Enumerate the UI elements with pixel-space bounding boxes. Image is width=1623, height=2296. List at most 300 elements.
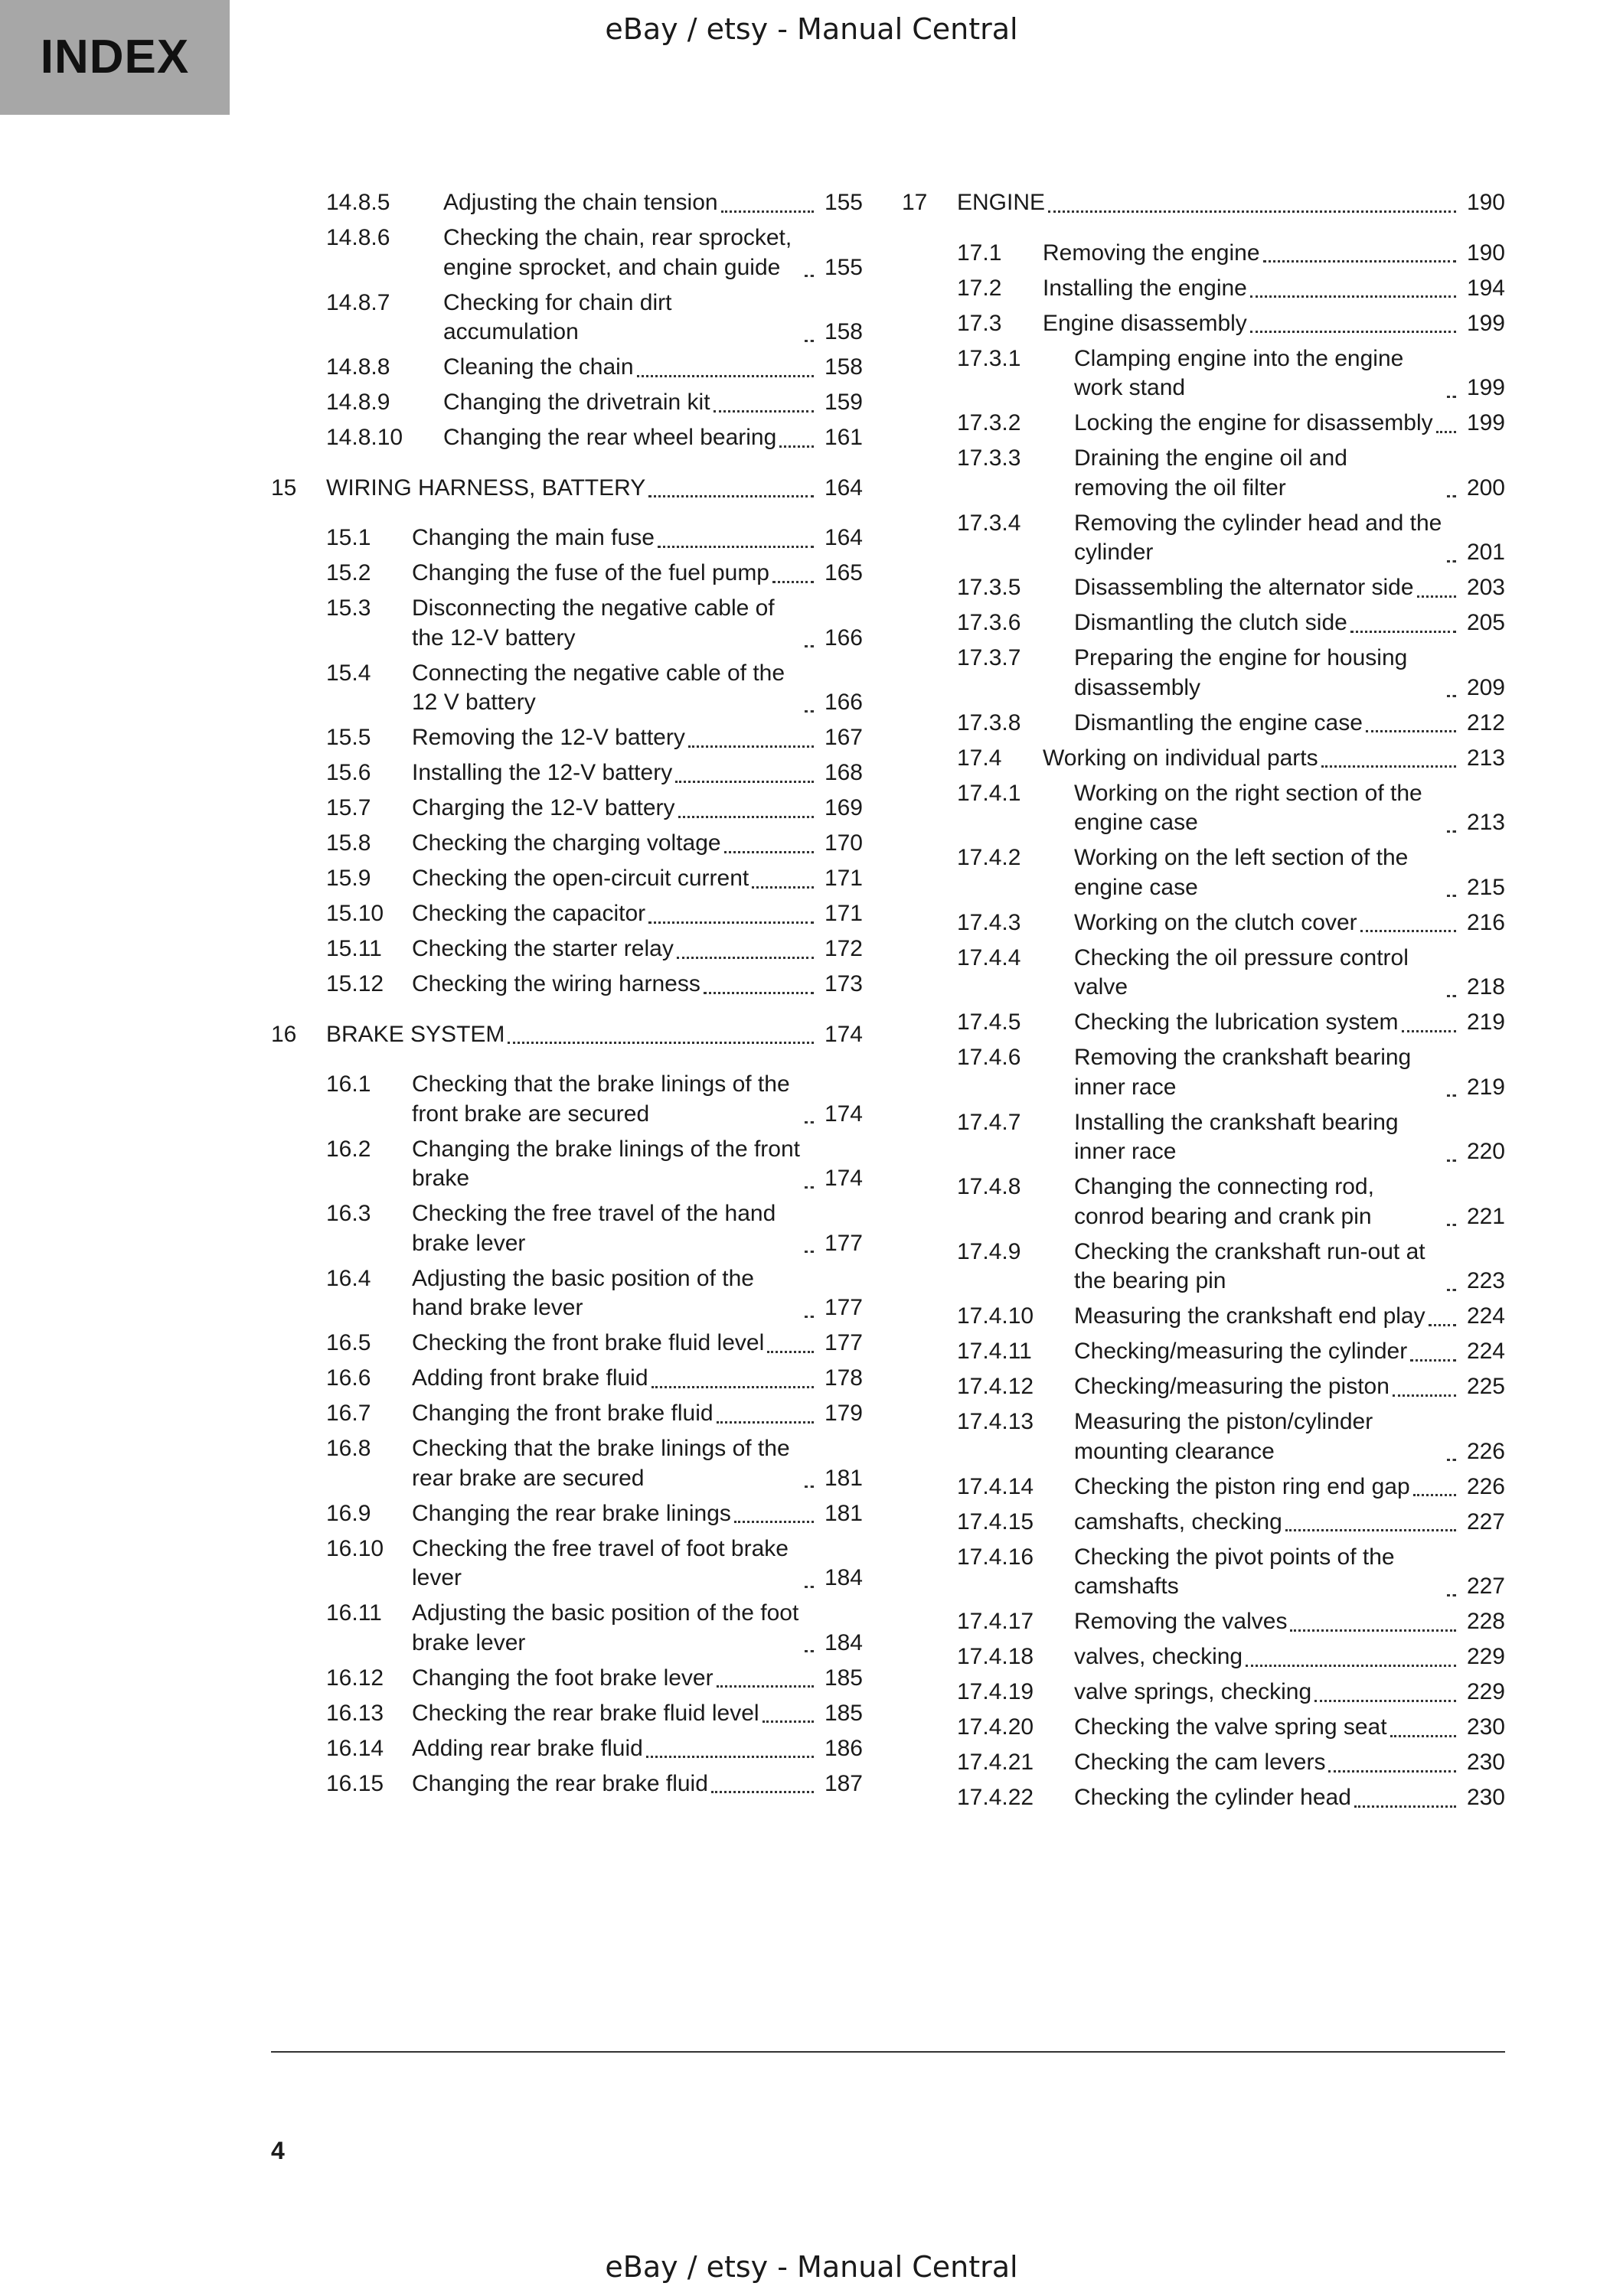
dot-leader [1447, 1159, 1456, 1162]
toc-chapter[interactable] [902, 188, 1505, 218]
toc-title-line [412, 1599, 863, 1658]
footer-divider [271, 2051, 1505, 2053]
toc-title-line [412, 1135, 863, 1194]
toc-number: 17.4 [957, 745, 1002, 771]
toc-title: Connecting the negative cable of the 12 V battery [412, 660, 785, 715]
dot-leader [805, 1120, 814, 1124]
toc-entry[interactable] [902, 573, 1505, 603]
toc-entry[interactable] [902, 509, 1505, 568]
toc-number: 17.4.13 [957, 1409, 1034, 1434]
dot-leader [1447, 830, 1456, 833]
toc-page: 159 [824, 390, 863, 415]
toc-entry[interactable] [271, 899, 863, 929]
toc-number: 15 [271, 475, 297, 501]
toc-title-line [412, 864, 863, 894]
toc-entry[interactable] [271, 864, 863, 894]
toc-title: Measuring the crankshaft end play [1074, 1303, 1425, 1329]
toc-title-line [412, 899, 863, 929]
toc-title-line [957, 188, 1505, 218]
toc-page: 166 [824, 690, 863, 715]
dot-leader [1429, 1323, 1456, 1326]
dot-leader [805, 1585, 814, 1588]
toc-page: 209 [1466, 674, 1505, 700]
toc-title-line [1074, 843, 1505, 902]
toc-page: 199 [1466, 310, 1505, 336]
dot-leader [772, 580, 814, 583]
dot-leader [805, 1485, 814, 1488]
dot-leader [1290, 1629, 1456, 1632]
toc-title: Adjusting the chain tension [443, 190, 718, 215]
toc-number: 17.2 [957, 275, 1002, 301]
toc-chapter[interactable] [271, 474, 863, 504]
toc-number: 17.4.6 [957, 1045, 1021, 1070]
toc-number: 15.2 [326, 560, 371, 585]
toc-title: Checking the free travel of the hand brake lever [412, 1201, 776, 1256]
toc-page: 213 [1466, 745, 1505, 771]
toc-title: camshafts, checking [1074, 1508, 1282, 1534]
toc-entry[interactable] [902, 1407, 1505, 1466]
toc-entry[interactable] [271, 1399, 863, 1429]
toc-title-line [1074, 1108, 1505, 1167]
toc-entry[interactable] [271, 1135, 863, 1194]
toc-number: 15.4 [326, 660, 371, 686]
toc-entry[interactable] [271, 223, 863, 282]
toc-title: Changing the rear brake fluid [412, 1770, 708, 1796]
toc-page: 186 [824, 1735, 863, 1761]
toc-title-line [412, 970, 863, 1000]
toc-title: Disassembling the alternator side [1074, 575, 1414, 600]
toc-number: 17.4.14 [957, 1473, 1034, 1499]
toc-title: WIRING HARNESS, BATTERY [326, 475, 646, 501]
toc-page: 203 [1466, 575, 1505, 600]
toc-number: 15.7 [326, 795, 371, 820]
toc-number: 17.4.10 [957, 1303, 1034, 1329]
toc-entry[interactable] [271, 1499, 863, 1529]
toc-title: Adjusting the basic position of the hand brake lever [412, 1265, 754, 1320]
toc-title: Preparing the engine for housing disassembly [1074, 645, 1408, 700]
toc-title: Removing the valves [1074, 1609, 1288, 1634]
toc-number: 17.4.21 [957, 1750, 1034, 1775]
toc-title-line [1074, 1678, 1505, 1707]
toc-title-line [1074, 908, 1505, 938]
toc-title: Checking the wiring harness [412, 971, 700, 996]
dot-leader [1360, 929, 1456, 932]
toc-title-line [1074, 344, 1505, 403]
toc-entry[interactable] [902, 608, 1505, 638]
toc-title-line [1074, 1473, 1505, 1502]
toc-entry[interactable] [902, 1008, 1505, 1038]
toc-title: ENGINE [957, 190, 1046, 215]
toc-page: 171 [824, 901, 863, 926]
toc-title-line [1074, 1238, 1505, 1296]
toc-title-line [412, 758, 863, 788]
dot-leader [508, 1041, 814, 1044]
toc-entry[interactable] [271, 1434, 863, 1493]
toc-title: Checking the front brake fluid level [412, 1330, 765, 1355]
dot-leader [1354, 1805, 1456, 1808]
toc-entry[interactable] [902, 1508, 1505, 1538]
toc-entry[interactable] [271, 829, 863, 859]
dot-leader [1263, 259, 1456, 263]
toc-number: 17.4.15 [957, 1508, 1034, 1534]
toc-entry[interactable] [902, 908, 1505, 938]
toc-title-line [443, 423, 863, 453]
toc-entry[interactable] [902, 1748, 1505, 1778]
toc-number: 16.10 [326, 1535, 384, 1561]
toc-entry[interactable] [902, 644, 1505, 703]
toc-entry[interactable] [271, 1199, 863, 1258]
toc-entry[interactable] [902, 1783, 1505, 1813]
toc-page: 194 [1466, 275, 1505, 301]
toc-number: 16.12 [326, 1665, 384, 1691]
toc-title: Checking the piston ring end gap [1074, 1473, 1410, 1499]
toc-number: 17.3.7 [957, 645, 1021, 670]
toc-entry[interactable] [271, 1329, 863, 1358]
dot-leader [805, 1649, 814, 1652]
toc-entry[interactable] [902, 944, 1505, 1003]
toc-title-line [412, 1399, 863, 1429]
toc-entry[interactable] [271, 1534, 863, 1593]
toc-title: Checking the rear brake fluid level [412, 1700, 759, 1726]
toc-title: Changing the rear wheel bearing [443, 425, 777, 450]
toc-entry[interactable] [271, 1769, 863, 1799]
toc-title-line [412, 1734, 863, 1764]
toc-entry[interactable] [271, 388, 863, 418]
toc-title-line [412, 1364, 863, 1394]
toc-number: 16.1 [326, 1071, 371, 1097]
toc-title-line [1043, 309, 1505, 339]
toc-page: 216 [1466, 909, 1505, 935]
toc-number: 16.13 [326, 1700, 384, 1726]
dot-leader [658, 545, 814, 548]
toc-number: 15.10 [326, 901, 384, 926]
toc-title: Working on the left section of the engine case [1074, 845, 1409, 900]
toc-page: 219 [1466, 1009, 1505, 1035]
toc-entry[interactable] [902, 274, 1505, 304]
toc-page: 173 [824, 971, 863, 996]
toc-number: 14.8.6 [326, 225, 390, 250]
toc-page: 170 [824, 830, 863, 856]
toc-title-line [1074, 779, 1505, 838]
toc-entry[interactable] [902, 843, 1505, 902]
toc-title-line [412, 794, 863, 823]
toc-page: 212 [1466, 709, 1505, 735]
toc-page: 226 [1466, 1438, 1505, 1464]
toc-title-line [1074, 1642, 1505, 1672]
toc-title: Removing the crankshaft bearing inner race [1074, 1045, 1412, 1100]
toc-entry[interactable] [271, 1264, 863, 1323]
dot-leader [1447, 395, 1456, 398]
dot-leader [805, 1250, 814, 1253]
toc-number: 16.3 [326, 1201, 371, 1226]
toc-title-line [1074, 444, 1505, 503]
toc-title: Charging the 12-V battery [412, 795, 675, 820]
toc-number: 17.3.2 [957, 410, 1021, 435]
toc-entry[interactable] [271, 594, 863, 653]
toc-entry[interactable] [271, 1070, 863, 1129]
toc-title: BRAKE SYSTEM [326, 1021, 505, 1047]
toc-number: 16.5 [326, 1330, 371, 1355]
toc-entry[interactable] [902, 1238, 1505, 1296]
toc-title: Working on individual parts [1043, 745, 1318, 771]
toc-title: valves, checking [1074, 1644, 1243, 1669]
toc-entry[interactable] [271, 1599, 863, 1658]
dot-leader [1447, 1288, 1456, 1291]
toc-entry[interactable] [902, 1678, 1505, 1707]
dot-leader [1285, 1528, 1456, 1531]
toc-entry[interactable] [271, 289, 863, 347]
toc-entry[interactable] [902, 309, 1505, 339]
toc-entry[interactable] [902, 744, 1505, 774]
toc-page: 226 [1466, 1473, 1505, 1499]
toc-number: 17.4.22 [957, 1785, 1034, 1810]
toc-page: 215 [1466, 874, 1505, 900]
toc-entry[interactable] [902, 779, 1505, 838]
toc-title-line [1074, 1043, 1505, 1102]
toc-entry[interactable] [902, 1337, 1505, 1367]
toc-right-column [902, 188, 1505, 1818]
toc-entry[interactable] [902, 344, 1505, 403]
toc-title-line [412, 523, 863, 553]
dot-leader [805, 709, 814, 713]
toc-page: 181 [824, 1465, 863, 1491]
toc-page: 164 [824, 475, 863, 501]
dot-leader [637, 374, 814, 377]
toc-number: 17.4.16 [957, 1544, 1034, 1570]
toc-number: 16.6 [326, 1365, 371, 1391]
dot-leader [1328, 1769, 1456, 1773]
toc-entry[interactable] [902, 1473, 1505, 1502]
toc-title: Removing the cylinder head and the cylinder [1074, 510, 1442, 565]
toc-title-line [412, 1199, 863, 1258]
dot-leader [1246, 1664, 1456, 1667]
toc-title: Changing the fuse of the fuel pump [412, 560, 769, 585]
toc-number: 16.4 [326, 1265, 371, 1291]
toc-number: 15.12 [326, 971, 384, 996]
toc-number: 16.11 [326, 1600, 382, 1626]
toc-title-line [1043, 744, 1505, 774]
toc-title-line [412, 1699, 863, 1729]
dot-leader [1390, 1734, 1456, 1737]
toc-title-line [1074, 1372, 1505, 1402]
toc-title-line [412, 829, 863, 859]
toc-title: Working on the right section of the engine case [1074, 780, 1422, 835]
index-tab: INDEX [0, 0, 230, 115]
toc-number: 17.4.3 [957, 909, 1021, 935]
toc-title: Checking the crankshaft run-out at the bearing pin [1074, 1238, 1425, 1293]
toc-number: 17.4.1 [957, 780, 1021, 806]
toc-title-line [1074, 409, 1505, 439]
toc-title-line [443, 289, 863, 347]
dot-leader [724, 850, 814, 853]
toc-number: 17.4.17 [957, 1609, 1034, 1634]
toc-entry[interactable] [902, 1713, 1505, 1743]
toc-number: 17.4.18 [957, 1644, 1034, 1669]
toc-page: 221 [1466, 1203, 1505, 1229]
toc-entry[interactable] [271, 758, 863, 788]
toc-title: Dismantling the clutch side [1074, 610, 1347, 635]
toc-title: Measuring the piston/cylinder mounting clearance [1074, 1409, 1373, 1464]
toc-entry[interactable] [902, 1108, 1505, 1167]
toc-title: Changing the rear brake linings [412, 1500, 731, 1526]
toc-entry[interactable] [902, 1607, 1505, 1637]
toc-entry[interactable] [902, 709, 1505, 739]
toc-title: Checking the pivot points of the camshafts [1074, 1544, 1395, 1599]
toc-entry[interactable] [271, 188, 863, 218]
toc-number: 14.8.8 [326, 354, 390, 380]
toc-title: Changing the front brake fluid [412, 1401, 714, 1426]
toc-entry[interactable] [902, 239, 1505, 269]
toc-page: 172 [824, 936, 863, 961]
toc-chapter[interactable] [271, 1020, 863, 1050]
toc-page: 185 [824, 1665, 863, 1691]
toc-title-line [1074, 1407, 1505, 1466]
toc-number: 14.8.7 [326, 289, 390, 315]
toc-title-line [1074, 509, 1505, 568]
toc-number: 17.3.4 [957, 510, 1021, 536]
toc-title-line [412, 1264, 863, 1323]
toc-page: 225 [1466, 1374, 1505, 1399]
toc-title-line [1074, 709, 1505, 739]
toc-title: Installing the engine [1043, 275, 1247, 301]
toc-title-line [1074, 1302, 1505, 1332]
toc-page: 164 [824, 525, 863, 550]
toc-number: 17.4.2 [957, 845, 1021, 870]
dot-leader [648, 921, 814, 924]
toc-entry[interactable] [902, 1642, 1505, 1672]
header-watermark: eBay / etsy - Manual Central [605, 12, 1018, 46]
toc-entry[interactable] [271, 1364, 863, 1394]
toc-title-line [412, 1769, 863, 1799]
toc-number: 17 [902, 190, 928, 215]
toc-entry[interactable] [271, 1734, 863, 1764]
toc-entry[interactable] [271, 794, 863, 823]
toc-title: Checking the free travel of foot brake lever [412, 1535, 789, 1590]
toc-number: 15.1 [326, 525, 371, 550]
toc-title: Checking the cam levers [1074, 1750, 1326, 1775]
toc-page: 155 [824, 190, 863, 215]
toc-title-line [1074, 1607, 1505, 1637]
toc-title-line [1074, 573, 1505, 603]
toc-page: 219 [1466, 1074, 1505, 1100]
toc-page: 223 [1466, 1268, 1505, 1293]
toc-entry[interactable] [271, 723, 863, 753]
toc-page: 174 [824, 1021, 863, 1047]
toc-number: 17.4.20 [957, 1714, 1034, 1740]
toc-entry[interactable] [902, 1302, 1505, 1332]
toc-page: 179 [824, 1401, 863, 1426]
toc-entry[interactable] [271, 1699, 863, 1729]
toc-page: 220 [1466, 1139, 1505, 1164]
toc-entry[interactable] [271, 353, 863, 383]
toc-page: 165 [824, 560, 863, 585]
toc-page: 184 [824, 1565, 863, 1590]
toc-page: 158 [824, 354, 863, 380]
toc-title: Locking the engine for disassembly [1074, 410, 1433, 435]
toc-page: 199 [1466, 410, 1505, 435]
toc-page: 187 [824, 1770, 863, 1796]
toc-page: 181 [824, 1500, 863, 1526]
toc-page: 174 [824, 1166, 863, 1191]
toc-title-line [412, 659, 863, 718]
toc-entry[interactable] [902, 1172, 1505, 1231]
dot-leader [1250, 295, 1456, 298]
toc-entry[interactable] [271, 523, 863, 553]
toc-title: Checking the oil pressure control valve [1074, 944, 1409, 1000]
toc-title-line [326, 1020, 863, 1050]
toc-entry[interactable] [902, 409, 1505, 439]
toc-title-line [1074, 1783, 1505, 1813]
dot-leader [678, 815, 814, 818]
dot-leader [805, 1186, 814, 1189]
toc-title: Checking the open-circuit current [412, 866, 749, 891]
toc-title: Removing the 12-V battery [412, 725, 685, 750]
toc-page: 155 [824, 254, 863, 280]
toc-number: 17.4.9 [957, 1238, 1021, 1264]
toc-entry[interactable] [902, 1043, 1505, 1102]
toc-entry[interactable] [271, 934, 863, 964]
toc-number: 17.4.19 [957, 1679, 1034, 1704]
toc-page: 230 [1466, 1714, 1505, 1740]
toc-page: 218 [1466, 974, 1505, 1000]
toc-entry[interactable] [902, 1543, 1505, 1602]
toc-title: Dismantling the engine case [1074, 709, 1363, 735]
toc-number: 16.9 [326, 1500, 371, 1526]
toc-page: 177 [824, 1295, 863, 1320]
toc-title-line [1074, 644, 1505, 703]
toc-title: Changing the connecting rod, conrod bearing and crank pin [1074, 1174, 1374, 1229]
toc-title: valve springs, checking [1074, 1679, 1312, 1704]
toc-title: Checking/measuring the piston [1074, 1374, 1390, 1399]
dot-leader [704, 991, 814, 994]
toc-entry[interactable] [902, 1372, 1505, 1402]
toc-title-line [412, 1329, 863, 1358]
toc-number: 17.4.7 [957, 1109, 1021, 1135]
toc-number: 14.8.9 [326, 390, 390, 415]
dot-leader [1447, 1593, 1456, 1596]
toc-entry[interactable] [271, 659, 863, 718]
toc-number: 17.4.5 [957, 1009, 1021, 1035]
toc-title: Changing the brake linings of the front brake [412, 1136, 800, 1191]
toc-entry[interactable] [271, 559, 863, 589]
toc-page: 174 [824, 1101, 863, 1127]
toc-entry[interactable] [271, 1664, 863, 1694]
toc-title: Adding front brake fluid [412, 1365, 648, 1391]
toc-title-line [443, 388, 863, 418]
toc-page: 201 [1466, 540, 1505, 565]
toc-left-column [271, 188, 863, 1805]
toc-title-line [1074, 608, 1505, 638]
toc-title: Cleaning the chain [443, 354, 634, 380]
dot-leader [1447, 894, 1456, 897]
footer-watermark: eBay / etsy - Manual Central [605, 2250, 1018, 2284]
toc-entry[interactable] [271, 970, 863, 1000]
toc-title: Checking for chain dirt accumulation [443, 289, 672, 344]
toc-entry[interactable] [271, 423, 863, 453]
toc-page: 229 [1466, 1679, 1505, 1704]
toc-page: 190 [1466, 240, 1505, 266]
toc-page: 161 [824, 425, 863, 450]
dot-leader [1447, 1223, 1456, 1226]
dot-leader [648, 494, 814, 497]
dot-leader [1447, 559, 1456, 563]
toc-title-line [412, 559, 863, 589]
dot-leader [675, 780, 814, 783]
toc-number: 16.7 [326, 1401, 371, 1426]
toc-number: 17.1 [957, 240, 1002, 266]
toc-number: 17.3.3 [957, 445, 1021, 471]
toc-entry[interactable] [902, 444, 1505, 503]
